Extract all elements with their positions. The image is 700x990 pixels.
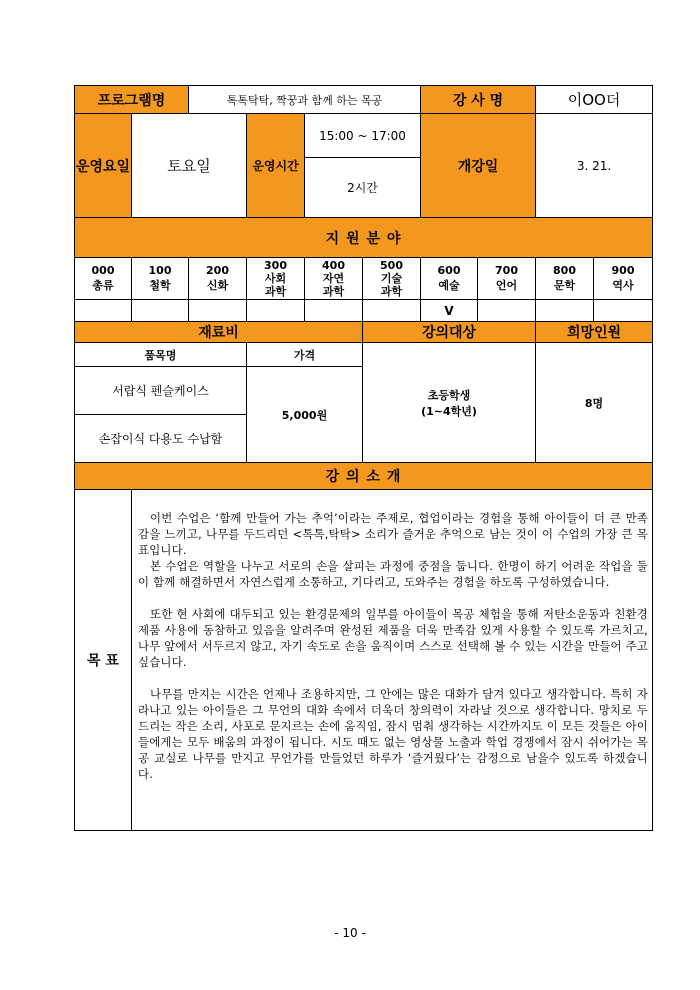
goal-paragraph: 이번 수업은 ‘함께 만들어 가는 추억’이라는 주제로, 협업이라는 경험을 통해 아이들이 더 큰 만족감을 느끼고, 나무를 두드리던 <톡톡,탁탁> 소리가 즐거운 추억으로 남는 것이 이 수업의 가장 큰 목표입니다.	[138, 511, 649, 557]
materials-header: 재료비	[75, 322, 363, 343]
mark-600: V	[421, 300, 478, 322]
capacity-header: 희망인원	[536, 322, 653, 343]
target-value: 초등학생 (1~4학년)	[363, 343, 536, 463]
material-price: 5,000원	[247, 367, 363, 463]
category-900: 900 역사	[594, 258, 653, 300]
material-item: 서랍식 펜슬케이스	[75, 367, 247, 415]
time-range: 15:00 ~ 17:00	[305, 114, 421, 158]
goal-paragraph: 또한 현 사회에 대두되고 있는 환경문제의 일부를 아이들이 목공 체험을 통해 저탄소운동과 친환경제품 사용에 동참하고 있음을 알려주며 완성된 제품을 더욱 만족감 있게 사용할 수 있도록 가르치고, 나무 앞에서 서두르지 않고, 자기 속도로 손을 움직이며 스스로 선택해 볼 수 있는 시간을 만들어 주고 싶습니다.	[138, 607, 649, 669]
day-label: 운영요일	[75, 114, 132, 218]
support-area-title: 지 원 분 야	[75, 218, 653, 258]
category-700: 700 언어	[478, 258, 536, 300]
category-000: 000 총류	[75, 258, 132, 300]
program-table	[74, 85, 653, 831]
category-200: 200 신화	[189, 258, 247, 300]
time-label: 운영시간	[247, 114, 305, 218]
mark-100	[132, 300, 189, 322]
mark-200	[189, 300, 247, 322]
page-number: - 10 -	[334, 926, 366, 940]
mark-400	[305, 300, 363, 322]
mark-800	[536, 300, 594, 322]
program-name-label: 프로그램명	[75, 86, 189, 114]
category-300: 300 사회 과학	[247, 258, 305, 300]
program-name-value: 톡톡탁탁, 짝꿍과 함께 하는 목공	[189, 86, 421, 114]
goal-description	[132, 490, 653, 831]
mark-900	[594, 300, 653, 322]
mark-500	[363, 300, 421, 322]
start-date-value: 3. 21.	[536, 114, 653, 218]
capacity-value: 8명	[536, 343, 653, 463]
goal-paragraph: 본 수업은 역할을 나누고 서로의 손을 살피는 과정에 중점을 둡니다. 한명이 하기 어려운 작업을 둘이 함께 해결하면서 자연스럽게 소통하고, 기다리고, 도와주는 경험을 하도록 구성하였습니다.	[138, 559, 649, 589]
category-800: 800 문학	[536, 258, 594, 300]
category-500: 500 기술 과학	[363, 258, 421, 300]
day-value: 토요일	[132, 114, 247, 218]
duration-value: 2시간	[305, 158, 421, 218]
goal-label: 목 표	[75, 490, 132, 831]
category-400: 400 자연 과학	[305, 258, 363, 300]
mark-700	[478, 300, 536, 322]
price-col-header: 가격	[247, 343, 363, 367]
lecture-intro-title: 강 의 소 개	[75, 463, 653, 490]
material-item: 손잡이식 다용도 수납함	[75, 415, 247, 463]
goal-paragraph: 나무를 만지는 시간은 언제나 조용하지만, 그 안에는 많은 대화가 담겨 있다고 생각합니다. 특히 자라나고 있는 아이들은 그 무언의 대화 속에서 더욱더 창의력이 자라날 것으로 생각합니다. 망치로 두드리는 작은 소리, 사포로 문지르는 손에 움직임, 잠시 멈춰 생각하는 시간까지도 이 모든 것들은 아이들에게는 모두 배움의 과정이 됩니다. 시도 때도 없는 영상물 노출과 학업 경쟁에서 잠시 쉬어가는 목공 교실로 나무를 만지고 무언가를 만들었던 하루가 ‘즐거웠다’는 감정으로 남을수 있도록 하겠습니다.	[138, 687, 649, 781]
mark-000	[75, 300, 132, 322]
item-col-header: 품목명	[75, 343, 247, 367]
category-100: 100 철학	[132, 258, 189, 300]
start-date-label: 개강일	[421, 114, 536, 218]
instructor-value: 이OO더	[536, 86, 653, 114]
instructor-label: 강 사 명	[421, 86, 536, 114]
category-600: 600 예술	[421, 258, 478, 300]
mark-300	[247, 300, 305, 322]
target-header: 강의대상	[363, 322, 536, 343]
